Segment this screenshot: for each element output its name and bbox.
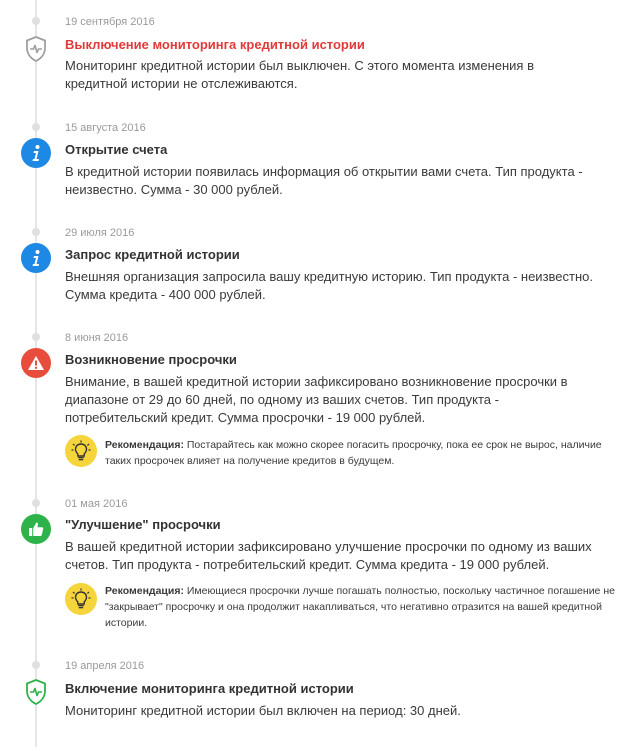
timeline-dot (32, 228, 40, 236)
recommendation-body: Имеющиеся просрочки лучше погашать полностью, поскольку частичное погашение не "закрывает" просрочку и она продолжит накапливаться, что негативно отразится на вашей кредитной истории. (105, 585, 615, 629)
event-description: Внешняя организация запросила вашу кредитную историю. Тип продукта - неизвестно. Сумма кредита - 400 000 рублей. (65, 269, 593, 302)
event-title: Включение мониторинга кредитной истории (65, 681, 354, 696)
event-date: 29 июля 2016 (65, 227, 135, 239)
warning-icon (21, 348, 51, 378)
timeline-dot (32, 661, 40, 669)
event-description: В кредитной истории появилась информация об открытии вами счета. Тип продукта - неизвестно. Сумма - 30 000 рублей. (65, 164, 583, 197)
event-description: Мониторинг кредитной истории был выключен. С этого момента изменения в кредитной истории не отслеживаются. (65, 58, 534, 91)
event-title: Запрос кредитной истории (65, 247, 240, 262)
event-title: Возникновение просрочки (65, 352, 237, 367)
lightbulb-icon (65, 583, 97, 615)
event-title: Выключение мониторинга кредитной истории (65, 37, 365, 52)
event-title: "Улучшение" просрочки (65, 517, 221, 532)
event-date: 19 сентября 2016 (65, 16, 155, 28)
event-date: 01 мая 2016 (65, 498, 128, 510)
timeline-dot (32, 333, 40, 341)
event-title: Открытие счета (65, 142, 168, 157)
monitor-on-shield-icon (21, 677, 51, 707)
event-description: В вашей кредитной истории зафиксировано улучшение просрочки по одному из ваших счетов. Тип продукта - потребительский кредит. Сумма кредита - 19 000 рублей. (65, 539, 592, 572)
recommendation-body: Постарайтесь как можно скорее погасить просрочку, пока ее срок не вырос, наличие таких просрочек влияет на получение кредитов в будущем. (105, 439, 602, 467)
event-date: 15 августа 2016 (65, 122, 146, 134)
thumbs-up-icon (21, 514, 51, 544)
info-icon (21, 138, 51, 168)
recommendation-label: Рекомендация: (105, 439, 184, 451)
info-icon (21, 243, 51, 273)
timeline-dot (32, 17, 40, 25)
event-description: Мониторинг кредитной истории был включен на период: 30 дней. (65, 703, 461, 718)
recommendation-text (105, 437, 615, 469)
event-description: Внимание, в вашей кредитной истории зафиксировано возникновение просрочки в диапазоне от 29 до 60 дней, по одному из ваших счетов. Тип продукта - потребительский кредит. Сумма просрочки - 19 000 рублей. (65, 374, 568, 425)
event-date: 19 апреля 2016 (65, 660, 145, 672)
recommendation-text (105, 583, 615, 631)
monitor-off-shield-icon (21, 34, 51, 64)
timeline-dot (32, 499, 40, 507)
recommendation-label: Рекомендация: (105, 585, 184, 597)
timeline-dot (32, 123, 40, 131)
lightbulb-icon (65, 435, 97, 467)
event-date: 8 июня 2016 (65, 332, 129, 344)
